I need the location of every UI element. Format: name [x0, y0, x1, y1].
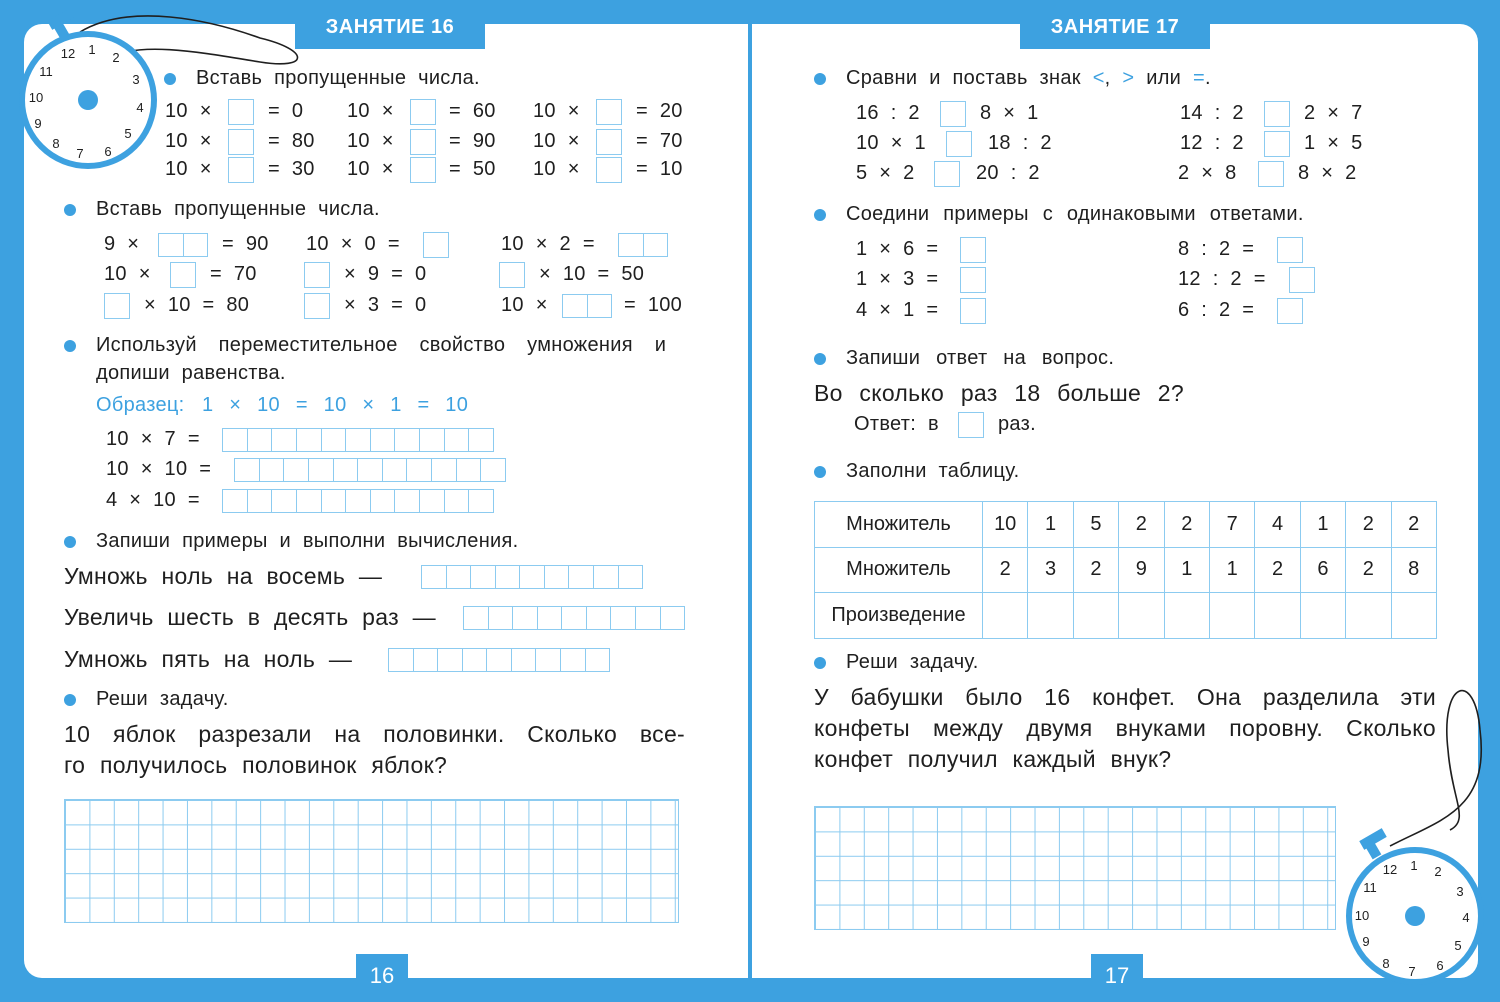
expr: = 90 — [222, 233, 269, 255]
answer-box[interactable] — [960, 237, 986, 263]
expr: 10 × — [165, 100, 212, 122]
bullet-icon — [814, 466, 826, 478]
task1-instruction-text: Сравни и поставь знак — [846, 67, 1081, 89]
expr: = 60 — [449, 100, 496, 122]
compare-box[interactable] — [934, 161, 960, 187]
word-problem-line: конфет получил каждый внук? — [814, 746, 1172, 772]
clock-number: 3 — [132, 72, 140, 87]
expr: 12 : 2 — [1180, 132, 1244, 154]
expr: 16 : 2 — [856, 102, 920, 124]
clock-number: 9 — [34, 116, 42, 131]
question-text: Во сколько раз 18 больше 2? — [814, 380, 1184, 406]
expr: × 10 = 80 — [144, 294, 250, 316]
table-cell: 2 — [1346, 547, 1391, 593]
task3-instruction-line1: Используй переместительное свойство умножения и — [96, 334, 667, 356]
expr: × 10 = 50 — [539, 263, 645, 285]
answer-box[interactable] — [499, 262, 525, 288]
expr: 10 × — [165, 130, 212, 152]
expr: 1 × 5 — [1304, 132, 1363, 154]
answer-strip[interactable] — [618, 233, 668, 257]
answer-grid[interactable] — [814, 806, 1336, 930]
answer-box[interactable] — [304, 293, 330, 319]
expr: = 10 — [636, 158, 683, 180]
period: . — [1205, 67, 1211, 89]
example-expression: 1 × 10 = 10 × 1 = 10 — [202, 394, 469, 416]
clock-number: 1 — [1410, 858, 1418, 873]
compare-box[interactable] — [1258, 161, 1284, 187]
table-cell: 2 — [1119, 502, 1164, 548]
clock-number: 1 — [88, 42, 96, 57]
expr: 10 × — [347, 130, 394, 152]
expr: 10 × — [165, 158, 212, 180]
task2-instruction: Соедини примеры с одинаковыми ответами. — [846, 203, 1304, 225]
expr: × 3 = 0 — [344, 294, 427, 316]
task3-instruction: Запиши ответ на вопрос. — [846, 347, 1115, 369]
bullet-icon — [814, 73, 826, 85]
answer-box[interactable] — [1277, 298, 1303, 324]
clock-number: 5 — [124, 126, 132, 141]
clock-number: 10 — [1354, 908, 1370, 923]
clock-number: 12 — [60, 46, 76, 61]
product-cell[interactable] — [983, 593, 1028, 639]
table-cell: 5 — [1073, 502, 1118, 548]
answer-box[interactable] — [410, 99, 436, 125]
expr: 10 × — [533, 158, 580, 180]
table-cell: 6 — [1300, 547, 1345, 593]
answer-box[interactable] — [596, 157, 622, 183]
expr: 14 : 2 — [1180, 102, 1244, 124]
page-number-16: 16 — [356, 954, 408, 1002]
word-problem-line: Умножь пять на ноль — — [64, 646, 353, 672]
answer-box[interactable] — [304, 262, 330, 288]
expr: 6 : 2 = — [1178, 299, 1255, 321]
table-cell: 2 — [1255, 547, 1300, 593]
task4-instruction: Запиши примеры и выполни вычисления. — [96, 530, 519, 552]
compare-box[interactable] — [1264, 101, 1290, 127]
task3-instruction-line2: допиши равенства. — [96, 362, 286, 384]
answer-grid[interactable] — [64, 799, 679, 923]
bullet-icon — [64, 536, 76, 548]
word-problem-line: конфеты между двумя внуками поровну. Сколько — [814, 715, 1436, 741]
answer-strip[interactable] — [421, 565, 643, 589]
page-number-17: 17 — [1091, 954, 1143, 1002]
expr: 10 × — [347, 100, 394, 122]
answer-box[interactable] — [410, 157, 436, 183]
expr: = 0 — [268, 100, 304, 122]
clock-number: 7 — [1408, 964, 1416, 979]
clock-number: 8 — [1382, 956, 1390, 971]
word-problem-line: 10 яблок разрезали на половинки. Сколько все- — [64, 721, 685, 747]
answer-unit: раз. — [998, 413, 1036, 435]
product-cell[interactable] — [1209, 593, 1254, 639]
answer-box[interactable] — [958, 412, 984, 438]
task5-instruction: Реши задачу. — [96, 688, 229, 710]
product-cell[interactable] — [1073, 593, 1118, 639]
task2-instruction: Вставь пропущенные числа. — [96, 198, 380, 220]
table-row — [815, 547, 1437, 593]
clock-number: 4 — [136, 100, 144, 115]
product-cell[interactable] — [1391, 593, 1436, 639]
expr: 10 × 7 = — [106, 428, 200, 450]
expr: = 70 — [636, 130, 683, 152]
answer-box[interactable] — [596, 129, 622, 155]
clock-number: 11 — [39, 64, 53, 79]
expr: = 80 — [268, 130, 315, 152]
product-cell[interactable] — [1028, 593, 1073, 639]
expr: 10 × — [501, 294, 548, 316]
example-label: Образец: — [96, 394, 185, 416]
greater-than-sign: > — [1122, 67, 1135, 89]
expr: × 9 = 0 — [344, 263, 427, 285]
answer-box[interactable] — [1277, 237, 1303, 263]
task4-instruction: Заполни таблицу. — [846, 460, 1020, 482]
answer-box[interactable] — [960, 298, 986, 324]
answer-label: Ответ: в — [854, 413, 939, 435]
table-cell: 3 — [1028, 547, 1073, 593]
clock-number: 9 — [1362, 934, 1370, 949]
table-cell: 2 — [1073, 547, 1118, 593]
answer-box[interactable] — [960, 267, 986, 293]
row-label: Множитель — [815, 547, 983, 593]
clock-number: 2 — [1434, 864, 1442, 879]
expr: 10 × 10 = — [106, 458, 212, 480]
bullet-icon — [64, 694, 76, 706]
expr: 10 × — [533, 130, 580, 152]
answer-strip[interactable] — [222, 489, 494, 513]
expr: 2 × 7 — [1304, 102, 1363, 124]
answer-box[interactable] — [228, 157, 254, 183]
answer-box[interactable] — [1289, 267, 1315, 293]
table-cell: 2 — [1164, 502, 1209, 548]
compare-box[interactable] — [940, 101, 966, 127]
word-problem-line: Умножь ноль на восемь — — [64, 563, 383, 589]
row-label: Множитель — [815, 502, 983, 548]
bullet-icon — [64, 204, 76, 216]
expr: = 50 — [449, 158, 496, 180]
answer-box[interactable] — [228, 129, 254, 155]
clock-number: 2 — [112, 50, 120, 65]
expr: 5 × 2 — [856, 162, 915, 184]
clock-number: 3 — [1456, 884, 1464, 899]
expr: = 30 — [268, 158, 315, 180]
table-cell: 2 — [1346, 502, 1391, 548]
multiplication-table — [814, 501, 1437, 639]
expr: 8 : 2 = — [1178, 238, 1255, 260]
table-cell: 10 — [983, 502, 1028, 548]
expr: 9 × — [104, 233, 140, 255]
table-cell: 9 — [1119, 547, 1164, 593]
expr: 4 × 1 = — [856, 299, 939, 321]
task1-instruction — [846, 67, 1211, 90]
table-row — [815, 593, 1437, 639]
lesson-17-title: ЗАНЯТИЕ 17 — [1020, 5, 1210, 49]
answer-strip[interactable] — [388, 648, 610, 672]
clock-number: 12 — [1382, 862, 1398, 877]
expr: 20 : 2 — [976, 162, 1040, 184]
clock-number: 5 — [1454, 938, 1462, 953]
clock-number: 8 — [52, 136, 60, 151]
expr: 12 : 2 = — [1178, 268, 1266, 290]
table-cell: 7 — [1209, 502, 1254, 548]
table-cell: 1 — [1164, 547, 1209, 593]
product-cell[interactable] — [1346, 593, 1391, 639]
product-cell[interactable] — [1119, 593, 1164, 639]
table-cell: 4 — [1255, 502, 1300, 548]
expr: 1 × 3 = — [856, 268, 939, 290]
clock-number: 6 — [1436, 958, 1444, 973]
clock-number: 7 — [76, 146, 84, 161]
bullet-icon — [64, 340, 76, 352]
expr: 10 × 1 — [856, 132, 926, 154]
clock-number: 10 — [28, 90, 44, 105]
table-cell: 1 — [1028, 502, 1073, 548]
lesson-16-title: ЗАНЯТИЕ 16 — [295, 5, 485, 49]
product-cell[interactable] — [1255, 593, 1300, 639]
expr: 4 × 10 = — [106, 489, 200, 511]
comma: , — [1104, 67, 1111, 89]
expr: 18 : 2 — [988, 132, 1052, 154]
expr: 8 × 2 — [1298, 162, 1357, 184]
task1-instruction: Вставь пропущенные числа. — [196, 67, 480, 89]
product-cell[interactable] — [1164, 593, 1209, 639]
answer-box[interactable] — [228, 99, 254, 125]
expr: 10 × — [533, 100, 580, 122]
task5-instruction: Реши задачу. — [846, 651, 979, 673]
compare-box[interactable] — [1264, 131, 1290, 157]
expr: 2 × 8 — [1178, 162, 1237, 184]
compare-box[interactable] — [946, 131, 972, 157]
answer-strip[interactable] — [463, 606, 685, 630]
word-problem-text — [64, 719, 685, 781]
answer-strip[interactable] — [562, 294, 612, 318]
word-problem-line: го получилось половинок яблок? — [64, 752, 448, 778]
expr: 10 × — [104, 263, 151, 285]
word-problem-line: У бабушки было 16 конфет. Она разделила эти — [814, 684, 1436, 710]
answer-box[interactable] — [104, 293, 130, 319]
expr: 10 × 0 = — [306, 233, 400, 255]
or-word: или — [1146, 67, 1182, 89]
product-cell[interactable] — [1300, 593, 1345, 639]
expr: = 70 — [210, 263, 257, 285]
bullet-icon — [164, 73, 176, 85]
expr: 1 × 6 = — [856, 238, 939, 260]
table-cell: 2 — [1391, 502, 1436, 548]
table-cell: 1 — [1209, 547, 1254, 593]
expr: 8 × 1 — [980, 102, 1039, 124]
clock-number: 6 — [104, 144, 112, 159]
clock-number: 11 — [1363, 880, 1377, 895]
equals-sign: = — [1193, 67, 1205, 89]
answer-box[interactable] — [596, 99, 622, 125]
stopwatch-icon-left — [10, 10, 310, 180]
expr: 10 × — [347, 158, 394, 180]
answer-box[interactable] — [170, 262, 196, 288]
expr: = 100 — [624, 294, 683, 316]
expr: = 90 — [449, 130, 496, 152]
bullet-icon — [814, 353, 826, 365]
bullet-icon — [814, 209, 826, 221]
less-than-sign: < — [1092, 67, 1105, 89]
table-cell: 8 — [1391, 547, 1436, 593]
row-label: Произведение — [815, 593, 983, 639]
answer-box[interactable] — [423, 232, 449, 258]
answer-box[interactable] — [410, 129, 436, 155]
answer-strip[interactable] — [234, 458, 506, 482]
table-row — [815, 502, 1437, 548]
table-cell: 2 — [983, 547, 1028, 593]
clock-number: 4 — [1462, 910, 1470, 925]
bullet-icon — [814, 657, 826, 669]
expr: = 20 — [636, 100, 683, 122]
answer-strip[interactable] — [222, 428, 494, 452]
answer-strip[interactable] — [158, 233, 208, 257]
word-problem-text — [814, 682, 1436, 775]
table-cell: 1 — [1300, 502, 1345, 548]
word-problem-line: Увеличь шесть в десять раз — — [64, 604, 436, 630]
expr: 10 × 2 = — [501, 233, 595, 255]
